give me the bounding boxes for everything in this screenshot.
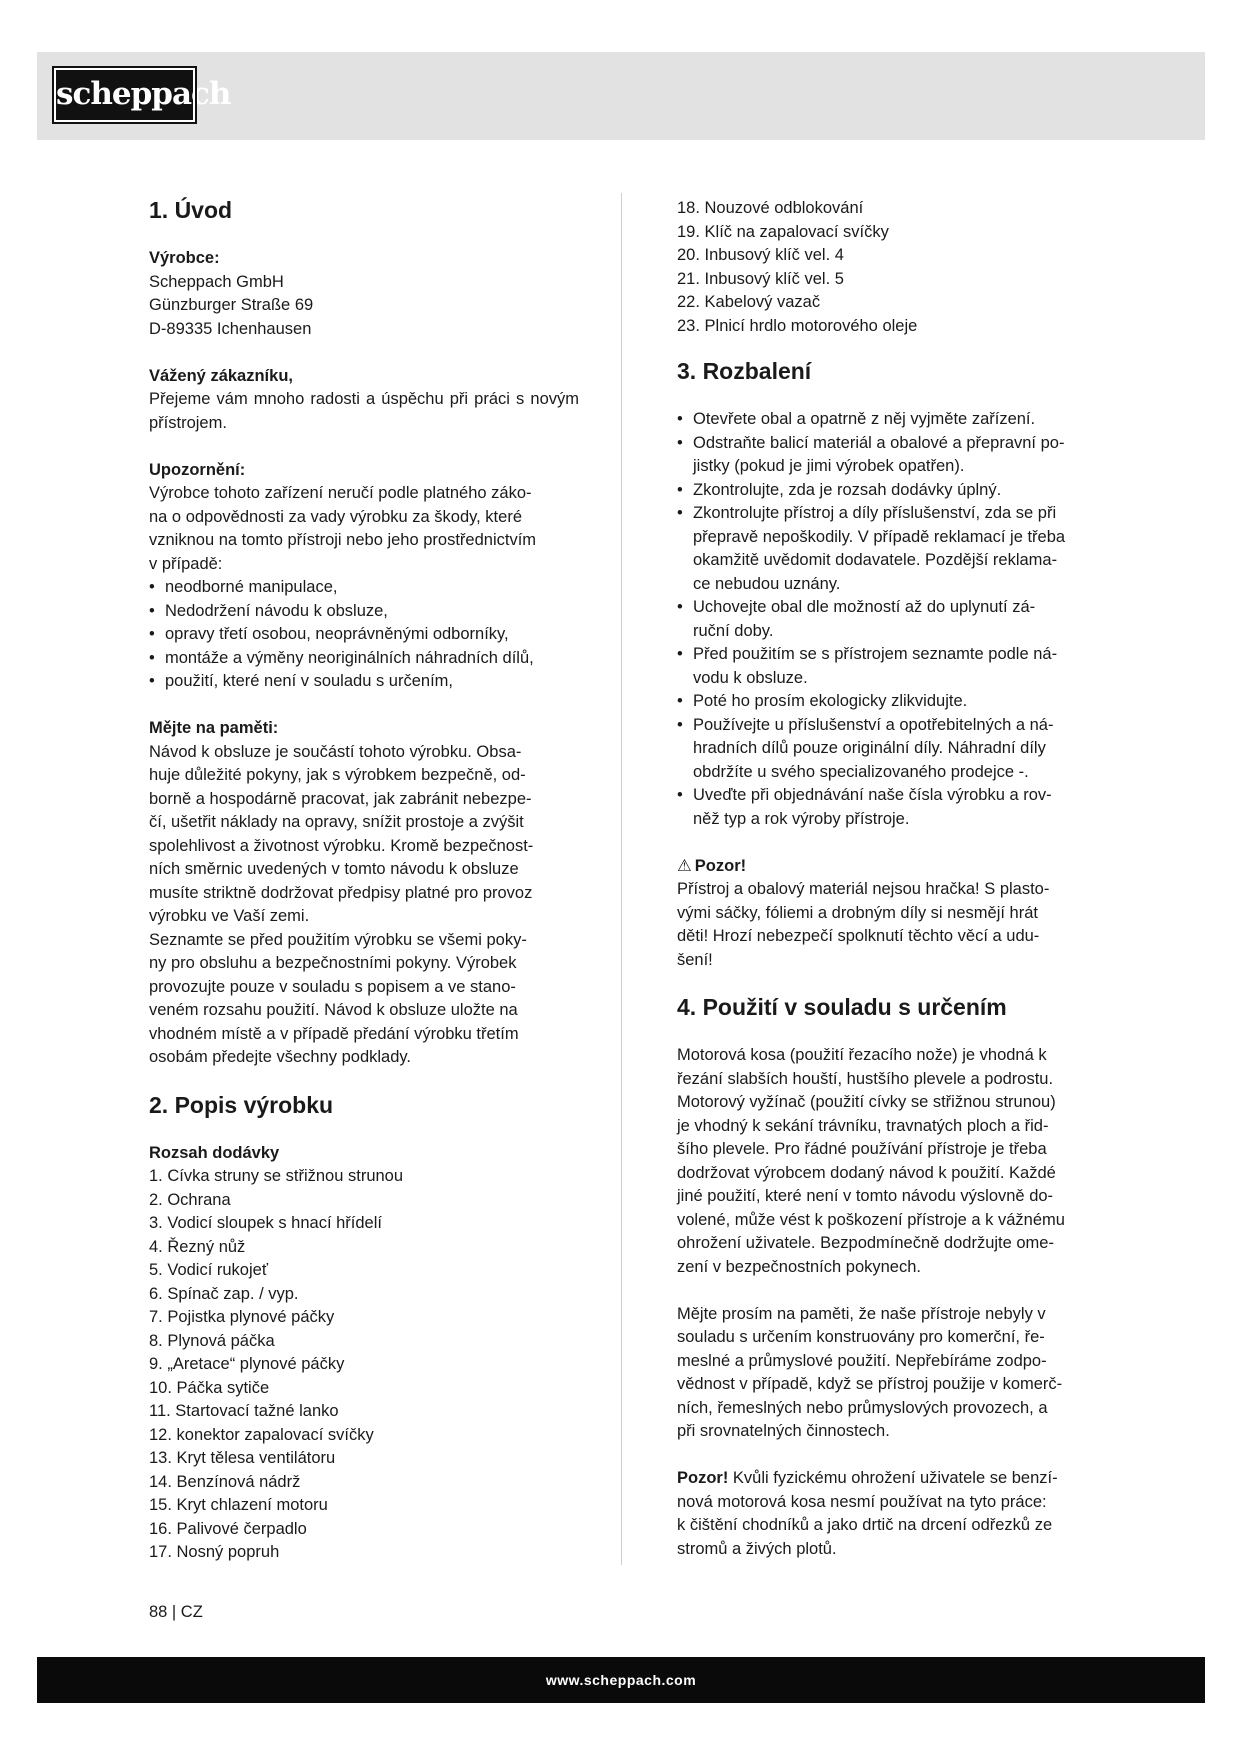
caution-inline-label: Pozor! <box>677 1469 729 1487</box>
text-line: Mějte prosím na paměti, že naše přístroje nebyly v <box>677 1304 1046 1323</box>
text-line: zení v bezpečnostních pokynech. <box>677 1257 921 1276</box>
text-line: • Zkontrolujte, zda je rozsah dodávky úplný. <box>693 480 1002 499</box>
text-line: Přístroj a obalový materiál nejsou hračka! S plasto- <box>677 880 1050 898</box>
bullet-item: • montáže a výměny neoriginálních náhradních dílů, <box>149 647 579 671</box>
page-number: 88 | CZ <box>149 1603 203 1621</box>
text-line: vodu k obsluze. <box>693 668 808 687</box>
bullet-item <box>677 690 1107 714</box>
text-line: • Uchovejte obal dle možností až do uplynutí zá- <box>693 598 1036 616</box>
page-header <box>37 52 1205 140</box>
remember-label: Mějte na paměti: <box>149 719 279 737</box>
manufacturer-label: Výrobce: <box>149 249 220 267</box>
footer-bar <box>37 1657 1205 1703</box>
text-line: vhodném místě a v případě předání výrobku třetím <box>149 1024 519 1043</box>
text-line <box>677 1467 1107 1491</box>
text-line: jistky (pokud je jimi výrobek opatřen). <box>693 457 965 475</box>
address-line: D-89335 Ichenhausen <box>149 319 312 338</box>
scope-item: 17. Nosný popruh <box>149 1543 280 1561</box>
text-line: Výrobce tohoto zařízení neručí podle platného záko- <box>149 484 532 502</box>
text-line: • Používejte u příslušenství a opotřebitelných a ná- <box>693 715 1054 734</box>
text-line: obdržíte u svého specializovaného prodejce -. <box>693 762 1029 781</box>
scope-item: 23. Plnicí hrdlo motorového oleje <box>677 316 918 335</box>
text-line: děti! Hrozí nebezpečí spolknutí těchto věcí a udu- <box>677 927 1040 945</box>
remember-text <box>149 741 579 1070</box>
bullet-item <box>677 502 1107 596</box>
text-line: • Poté ho prosím ekologicky zlikvidujte. <box>693 692 968 710</box>
scope-item: 7. Pojistka plynové páčky <box>149 1308 335 1326</box>
scope-item: 1. Cívka struny se střižnou strunou <box>149 1167 404 1185</box>
text-line: ních směrnic uvedených v tomto návodu k obsluze <box>149 860 519 878</box>
text-line: okamžitě uvědomit dodavatele. Pozdější reklama- <box>693 551 1058 569</box>
scope-item: 16. Palivové čerpadlo <box>149 1519 307 1538</box>
scope-item: 19. Klíč na zapalovací svíčky <box>677 222 889 241</box>
text-line: vědnost v případě, když se přístroj použije v komerč- <box>677 1375 1063 1393</box>
dear-customer-label: Vážený zákazníku, <box>149 366 293 385</box>
text-line: ohrožení uživatele. Bezpodmínečně dodržujte ome- <box>677 1234 1054 1252</box>
text-line: dodržovat výrobcem dodaný návod k použití. Každé <box>677 1163 1056 1182</box>
scope-item: 12. konektor zapalovací svíčky <box>149 1425 374 1444</box>
bullet-item: • opravy třetí osobou, neoprávněnými odborníky, <box>149 623 579 647</box>
caution-text <box>677 878 1107 972</box>
intended-use-paragraph-1 <box>677 1044 1107 1279</box>
scope-item: 21. Inbusový klíč vel. 5 <box>677 269 844 288</box>
scheppach-logo: scheppach <box>54 68 195 122</box>
text-line: provozujte pouze v souladu s popisem a ve stano- <box>149 977 516 996</box>
text-line: veném rozsahu použití. Návod k obsluze uložte na <box>149 1001 518 1019</box>
scope-item: 14. Benzínová nádrž <box>149 1472 301 1491</box>
text-line: huje důležité pokyny, jak s výrobkem bezpečně, od- <box>149 766 526 784</box>
notice-text <box>149 482 579 576</box>
scope-item: 10. Páčka sytiče <box>149 1378 270 1397</box>
text-fragment: Kvůli fyzickému ohrožení uživatele se benzí- <box>728 1469 1058 1487</box>
bullet-item <box>677 714 1107 785</box>
website-url: www.scheppach.com <box>545 1672 697 1688</box>
section-2-title: 2. Popis výrobku <box>149 1091 334 1118</box>
section-3-title: 3. Rozbalení <box>677 358 812 384</box>
column-divider <box>621 193 622 1565</box>
text-line: osobám předejte všechny podklady. <box>149 1048 412 1066</box>
text-line: spolehlivost a životnost výrobku. Kromě bezpečnost- <box>149 836 534 855</box>
text-line: nová motorová kosa nesmí používat na tyto práce: <box>677 1492 1047 1511</box>
scope-item: 22. Kabelový vazač <box>677 293 821 311</box>
text-line: hradních dílů pouze originální díly. Náhradní díly <box>693 739 1046 757</box>
bullet-item: • neodborné manipulace, <box>149 576 579 600</box>
text-line: ny pro obsluhu a bezpečnostními pokyny. Výrobek <box>149 954 517 972</box>
scope-item: 13. Kryt tělesa ventilátoru <box>149 1449 336 1467</box>
text-line: čí, ušetřit náklady na opravy, snížit prostoje a zvýšit <box>149 813 524 831</box>
caution-heading <box>677 855 1107 879</box>
text-line: ruční doby. <box>693 621 774 640</box>
right-column <box>677 197 1107 1561</box>
scope-list <box>149 1165 579 1565</box>
unpacking-bullets <box>677 408 1107 831</box>
scope-list-continued <box>677 197 1107 338</box>
text-line: přepravě nepoškodily. V případě reklamací je třeba <box>693 527 1066 546</box>
warning-triangle-icon: ⚠ <box>677 856 692 875</box>
bullet-item <box>677 479 1107 503</box>
text-line: vými sáčky, fóliemi a drobným díly si nesmějí hrát <box>677 903 1038 922</box>
scope-item: 9. „Aretace“ plynové páčky <box>149 1355 345 1373</box>
bullet-item <box>677 784 1107 831</box>
text-line: • Zkontrolujte přístroj a díly příslušenství, zda se při <box>693 504 1057 522</box>
text-line: výrobku ve Vaší zemi. <box>149 907 310 925</box>
intended-use-paragraph-2 <box>677 1303 1107 1444</box>
bullet-item <box>677 408 1107 432</box>
scope-item: 4. Řezný nůž <box>149 1237 246 1256</box>
text-line: jiné použití, které není v tomto návodu výslovně do- <box>677 1187 1054 1205</box>
bullet-item <box>677 432 1107 479</box>
scope-item: 3. Vodicí sloupek s hnací hřídelí <box>149 1214 382 1232</box>
text-line: vzniknou na tomto přístroji nebo jeho prostřednictvím <box>149 531 537 549</box>
text-line: šího plevele. Pro řádné používání přístroje je třeba <box>677 1140 1047 1158</box>
scope-item: 20. Inbusový klíč vel. 4 <box>677 246 844 264</box>
text-line: • Odstraňte balicí materiál a obalové a přepravní po- <box>693 433 1065 452</box>
caution-label: Pozor! <box>694 856 747 875</box>
intended-use-paragraph-3 <box>677 1467 1107 1561</box>
scope-item: 6. Spínač zap. / vyp. <box>149 1284 299 1303</box>
bullet-item <box>677 596 1107 643</box>
text-line: Motorová kosa (použití řezacího nože) je vhodná k <box>677 1046 1047 1064</box>
address-line: Scheppach GmbH <box>149 272 284 291</box>
text-line: šení! <box>677 950 713 969</box>
scope-label: Rozsah dodávky <box>149 1143 280 1162</box>
text-line: volené, může vést k poškození přístroje a k vážnému <box>677 1210 1065 1229</box>
notice-bullets <box>149 576 579 694</box>
text-line: musíte striktně dodržovat předpisy platné pro provoz <box>149 883 533 902</box>
scope-item: 15. Kryt chlazení motoru <box>149 1496 328 1514</box>
bullet-item: • použití, které není v souladu s určením, <box>149 670 579 694</box>
scope-item: 5. Vodicí rukojeť <box>149 1261 269 1279</box>
text-line: meslné a průmyslové použití. Nepřebíráme zodpo- <box>677 1351 1047 1370</box>
left-column <box>149 195 579 1565</box>
text-line: na o odpovědnosti za vady výrobku za škody, které <box>149 507 522 526</box>
scope-item: 11. Startovací tažné lanko <box>149 1402 339 1420</box>
section-1-title: 1. Úvod <box>149 197 233 223</box>
text-line: je vhodný k sekání trávníku, travnatých ploch a řid- <box>677 1116 1049 1135</box>
notice-label: Upozornění: <box>149 460 246 479</box>
bullet-item <box>677 643 1107 690</box>
text-line: Seznamte se před použitím výrobku se všemi poky- <box>149 930 527 949</box>
text-line: • Uveďte při objednávání naše čísla výrobku a rov- <box>693 786 1052 804</box>
scope-item: 8. Plynová páčka <box>149 1331 275 1350</box>
text-line: při srovnatelných činnostech. <box>677 1422 890 1440</box>
scope-item: 18. Nouzové odblokování <box>677 199 864 217</box>
section-4-title: 4. Použití v souladu s určením <box>677 994 1007 1020</box>
text-line: něž typ a rok výroby přístroje. <box>693 809 910 828</box>
text-line: Návod k obsluze je součástí tohoto výrobku. Obsa- <box>149 742 522 761</box>
dear-customer-text: Přejeme vám mnoho radosti a úspěchu při práci s novým přístrojem. <box>149 390 579 432</box>
bullet-item: • Nedodržení návodu k obsluze, <box>149 600 579 624</box>
address-line: Günzburger Straße 69 <box>149 296 314 314</box>
text-line: řezání slabších houští, hustšího plevele a podrostu. <box>677 1069 1054 1088</box>
text-line: stromů a živých plotů. <box>677 1539 837 1558</box>
text-line: • Otevřete obal a opatrně z něj vyjměte zařízení. <box>693 410 1036 428</box>
text-line: v případě: <box>149 554 223 573</box>
manufacturer-address <box>149 271 579 342</box>
text-line: souladu s určením konstruovány pro komerční, ře- <box>677 1328 1045 1346</box>
text-line: k čištění chodníků a jako drtič na drcení odřezků ze <box>677 1516 1053 1534</box>
text-line: Motorový vyžínač (použití cívky se střižnou strunou) <box>677 1093 1056 1111</box>
text-line: ce nebudou uznány. <box>693 574 841 593</box>
text-line: • Před použitím se s přístrojem seznamte podle ná- <box>693 645 1058 663</box>
text-line: ních, řemeslných nebo průmyslových provozech, a <box>677 1398 1048 1417</box>
text-line: borně a hospodárně pracovat, jak zabránit nebezpe- <box>149 789 532 808</box>
scope-item: 2. Ochrana <box>149 1190 231 1209</box>
